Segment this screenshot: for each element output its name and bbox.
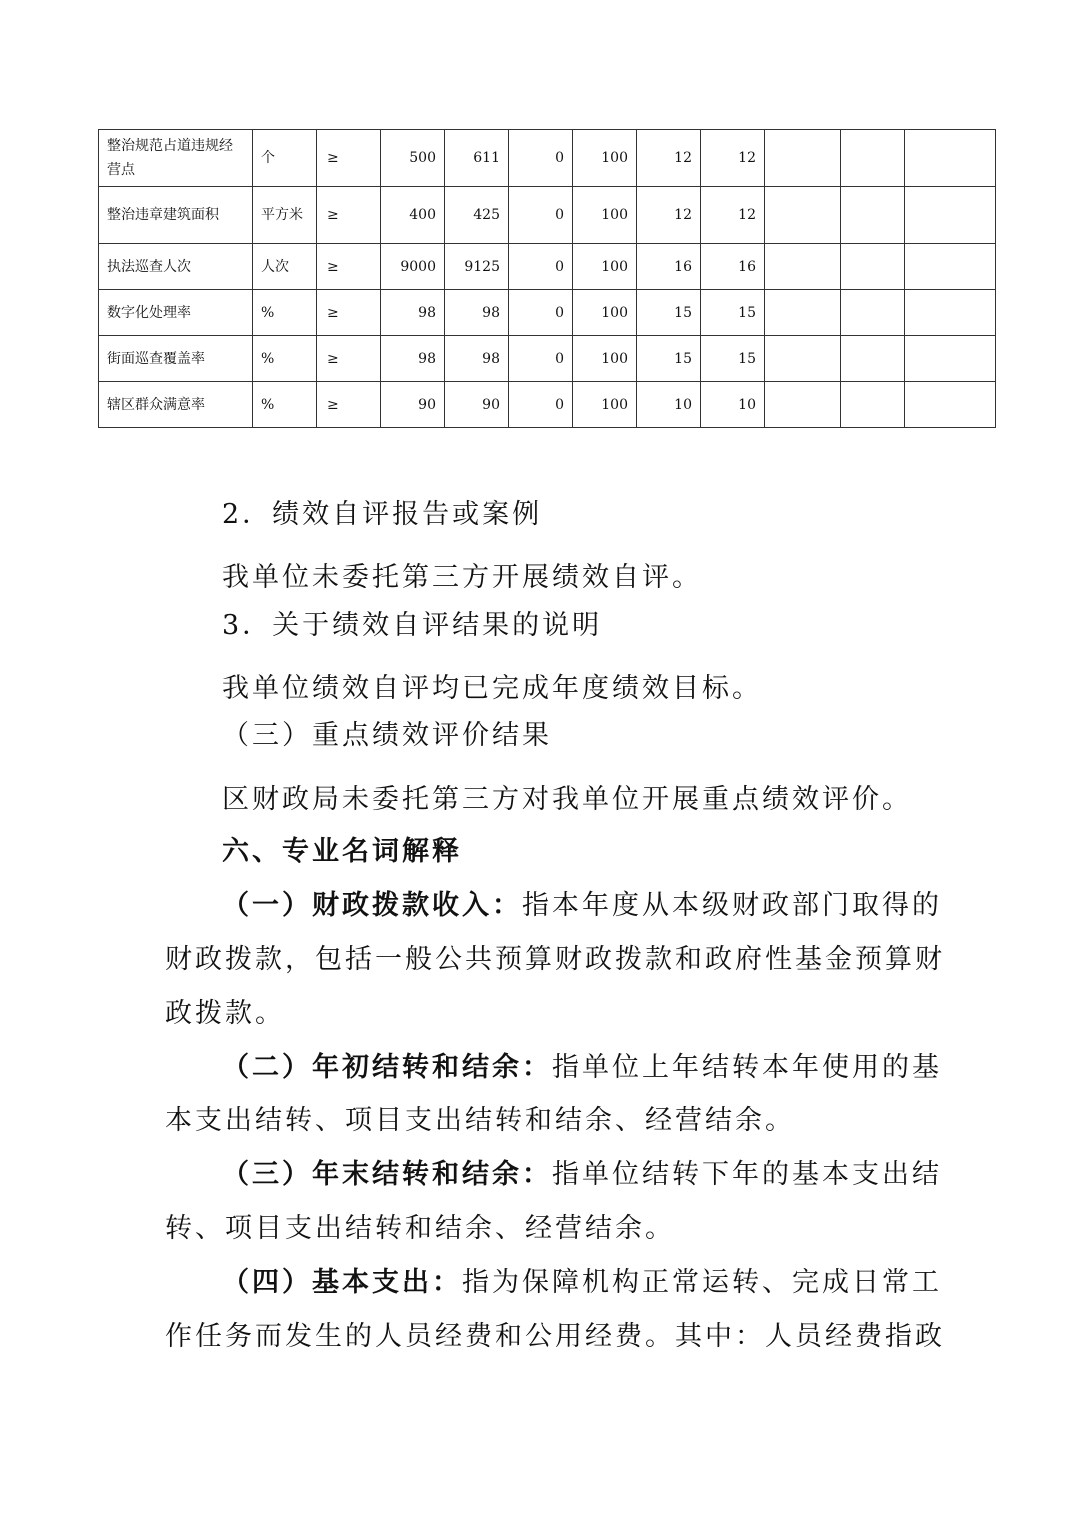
- term-4-line-1: [222, 1260, 942, 1299]
- section-2-body: 我单位未委托第三方开展绩效自评。: [222, 562, 702, 593]
- blank-cell: [841, 382, 905, 428]
- target-value-cell: 98: [381, 290, 445, 336]
- blank-cell: [841, 290, 905, 336]
- score-cell: 15: [637, 336, 701, 382]
- indicator-name-cell: 执法巡查人次: [99, 244, 253, 290]
- score-cell: 15: [701, 336, 765, 382]
- value-cell: 0: [509, 244, 573, 290]
- value-cell: 0: [509, 382, 573, 428]
- operator-cell: ≥: [317, 187, 381, 244]
- blank-cell: [765, 382, 841, 428]
- score-cell: 12: [701, 187, 765, 244]
- unit-cell: %: [253, 336, 317, 382]
- actual-value-cell: 425: [445, 187, 509, 244]
- value-cell: 0: [509, 290, 573, 336]
- target-value-cell: 9000: [381, 244, 445, 290]
- value-cell: 0: [509, 336, 573, 382]
- target-value-cell: 98: [381, 336, 445, 382]
- score-cell: 15: [701, 290, 765, 336]
- indicator-name-cell: 数字化处理率: [99, 290, 253, 336]
- term-1-line-2: 财政拨款，包括一般公共预算财政拨款和政府性基金预算财: [165, 944, 945, 975]
- term-1-text: 指本年度从本级财政部门取得的: [522, 890, 942, 921]
- table-row: [99, 382, 996, 428]
- blank-cell: [905, 382, 996, 428]
- term-1-line-1: [222, 883, 942, 922]
- blank-cell: [905, 290, 996, 336]
- actual-value-cell: 9125: [445, 244, 509, 290]
- indicator-name-cell: 辖区群众满意率: [99, 382, 253, 428]
- score-cell: 10: [637, 382, 701, 428]
- operator-cell: ≥: [317, 336, 381, 382]
- term-3-line-2: 转、项目支出结转和结余、经营结余。: [165, 1213, 675, 1244]
- actual-value-cell: 98: [445, 336, 509, 382]
- actual-value-cell: 611: [445, 130, 509, 187]
- value-cell: 0: [509, 130, 573, 187]
- blank-cell: [905, 187, 996, 244]
- chapter-6-heading: 六、专业名词解释: [222, 836, 462, 867]
- blank-cell: [765, 244, 841, 290]
- target-value-cell: 90: [381, 382, 445, 428]
- table-row: [99, 290, 996, 336]
- unit-cell: %: [253, 382, 317, 428]
- value-cell: 100: [573, 187, 637, 244]
- section-3-title: 3．关于绩效自评结果的说明: [222, 610, 603, 641]
- term-2-line-2: 本支出结转、项目支出结转和结余、经营结余。: [165, 1105, 795, 1136]
- score-cell: 16: [701, 244, 765, 290]
- blank-cell: [841, 336, 905, 382]
- table-body: [99, 130, 996, 428]
- unit-cell: 个: [253, 130, 317, 187]
- blank-cell: [841, 130, 905, 187]
- term-1-label: （一）财政拨款收入：: [222, 890, 522, 921]
- score-cell: 12: [637, 187, 701, 244]
- term-4-text: 指为保障机构正常运转、完成日常工: [462, 1267, 942, 1298]
- actual-value-cell: 98: [445, 290, 509, 336]
- value-cell: 100: [573, 244, 637, 290]
- blank-cell: [841, 187, 905, 244]
- table-row: [99, 130, 996, 187]
- unit-cell: 平方米: [253, 187, 317, 244]
- key-evaluation-body: 区财政局未委托第三方对我单位开展重点绩效评价。: [222, 784, 912, 815]
- indicator-name-cell: 街面巡查覆盖率: [99, 336, 253, 382]
- actual-value-cell: 90: [445, 382, 509, 428]
- term-2-line-1: [222, 1045, 942, 1084]
- term-1-line-3: 政拨款。: [165, 998, 285, 1029]
- section-2-title: 2．绩效自评报告或案例: [222, 499, 543, 530]
- term-3-label: （三）年末结转和结余：: [222, 1159, 552, 1190]
- performance-table: [98, 129, 996, 428]
- term-2-text: 指单位上年结转本年使用的基: [552, 1052, 942, 1083]
- score-cell: 12: [701, 130, 765, 187]
- target-value-cell: 500: [381, 130, 445, 187]
- term-4-label: （四）基本支出：: [222, 1267, 462, 1298]
- blank-cell: [765, 336, 841, 382]
- table-row: [99, 244, 996, 290]
- blank-cell: [905, 336, 996, 382]
- operator-cell: ≥: [317, 382, 381, 428]
- value-cell: 100: [573, 290, 637, 336]
- indicator-name-cell: 整治规范占道违规经营点: [99, 130, 253, 187]
- blank-cell: [905, 130, 996, 187]
- indicator-name-cell: 整治违章建筑面积: [99, 187, 253, 244]
- value-cell: 100: [573, 130, 637, 187]
- blank-cell: [765, 290, 841, 336]
- blank-cell: [765, 187, 841, 244]
- key-evaluation-title: （三）重点绩效评价结果: [222, 720, 552, 751]
- term-3-line-1: [222, 1152, 942, 1191]
- value-cell: 100: [573, 336, 637, 382]
- target-value-cell: 400: [381, 187, 445, 244]
- unit-cell: %: [253, 290, 317, 336]
- score-cell: 12: [637, 130, 701, 187]
- score-cell: 16: [637, 244, 701, 290]
- term-3-text: 指单位结转下年的基本支出结: [552, 1159, 942, 1190]
- term-2-label: （二）年初结转和结余：: [222, 1052, 552, 1083]
- score-cell: 10: [701, 382, 765, 428]
- unit-cell: 人次: [253, 244, 317, 290]
- term-4-line-2: 作任务而发生的人员经费和公用经费。其中：人员经费指政: [165, 1321, 945, 1352]
- value-cell: 100: [573, 382, 637, 428]
- table-row: [99, 187, 996, 244]
- blank-cell: [905, 244, 996, 290]
- table-row: [99, 336, 996, 382]
- section-3-body: 我单位绩效自评均已完成年度绩效目标。: [222, 673, 762, 704]
- operator-cell: ≥: [317, 130, 381, 187]
- operator-cell: ≥: [317, 290, 381, 336]
- blank-cell: [765, 130, 841, 187]
- value-cell: 0: [509, 187, 573, 244]
- blank-cell: [841, 244, 905, 290]
- score-cell: 15: [637, 290, 701, 336]
- operator-cell: ≥: [317, 244, 381, 290]
